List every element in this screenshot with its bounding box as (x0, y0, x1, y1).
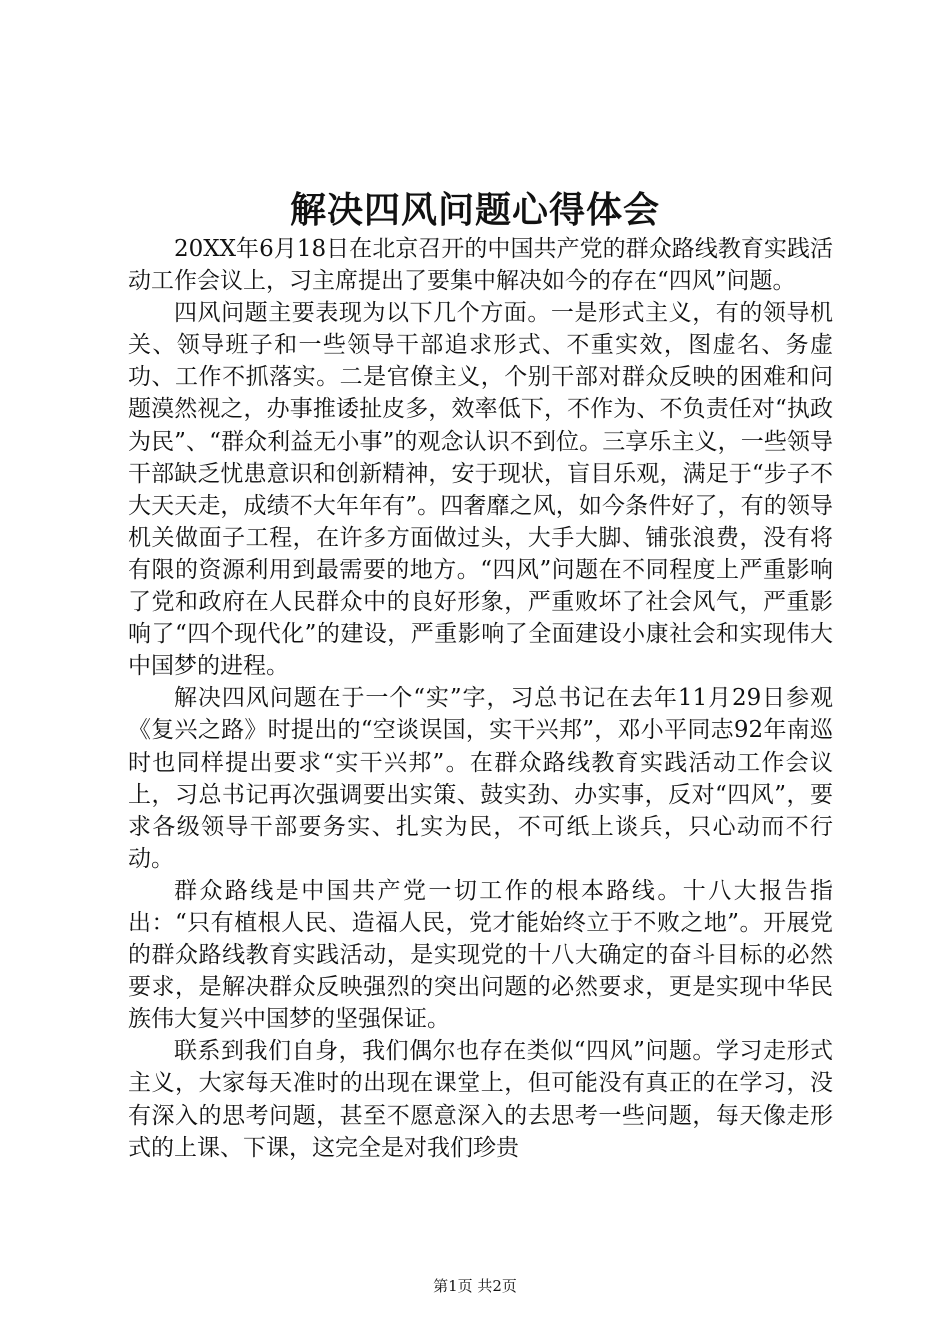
paragraph-1: 20XX年6月18日在北京召开的中国共产党的群众路线教育实践活动工作会议上，习主席提出了要集中解决如今的存在“四风”问题。 (128, 236, 833, 295)
paragraph-4: 群众路线是中国共产党一切工作的根本路线。十八大报告指出：“只有植根人民、造福人民，党才能始终立于不败之地”。开展党的群众路线教育实践活动，是实现党的十八大确定的奋斗目标的必然要求，是解决群众反映强烈的突出问题的必然要求，更是实现中华民族伟大复兴中国梦的坚强保证。 (128, 877, 833, 1033)
document-title: 解决四风问题心得体会 (289, 189, 660, 231)
document-body (128, 233, 833, 1164)
page-footer: 第1页 共2页 (433, 1277, 517, 1295)
paragraph-3: 解决四风问题在于一个“实”字，习总书记在去年11月29日参观《复兴之路》时提出的“空谈误国，实干兴邦”，邓小平同志92年南巡时也同样提出要求“实干兴邦”。在群众路线教育实践活动工作会议上，习总书记再次强调要出实策、鼓实劲、办实事，反对“四风”，要求各级领导干部要务实、扎实为民，不可纸上谈兵，只心动而不行动。 (128, 685, 833, 872)
paragraph-2: 四风问题主要表现为以下几个方面。一是形式主义，有的领导机关、领导班子和一些领导干部追求形式、不重实效，图虚名、务虚功、工作不抓落实。二是官僚主义，个别干部对群众反映的困难和问题漠然视之，办事推诿扯皮多，效率低下，不作为、不负责任对“执政为民”、“群众利益无小事”的观念认识不到位。三享乐主义，一些领导干部缺乏忧患意识和创新精神，安于现状，盲目乐观，满足于“步子不大天天走，成绩不大年年有”。四奢靡之风，如今条件好了，有的领导机关做面子工程，在许多方面做过头，大手大脚、铺张浪费，没有将有限的资源利用到最需要的地方。“四风”问题在不同程度上严重影响了党和政府在人民群众中的良好形象，严重败坏了社会风气，严重影响了“四个现代化”的建设，严重影响了全面建设小康社会和实现伟大中国梦的进程。 (128, 300, 833, 680)
paragraph-5: 联系到我们自身，我们偶尔也存在类似“四风”问题。学习走形式主义，大家每天准时的出现在课堂上，但可能没有真正的在学习，没有深入的思考问题，甚至不愿意深入的去思考一些问题，每天像走形式的上课、下课，这完全是对我们珍贵 (128, 1038, 833, 1161)
